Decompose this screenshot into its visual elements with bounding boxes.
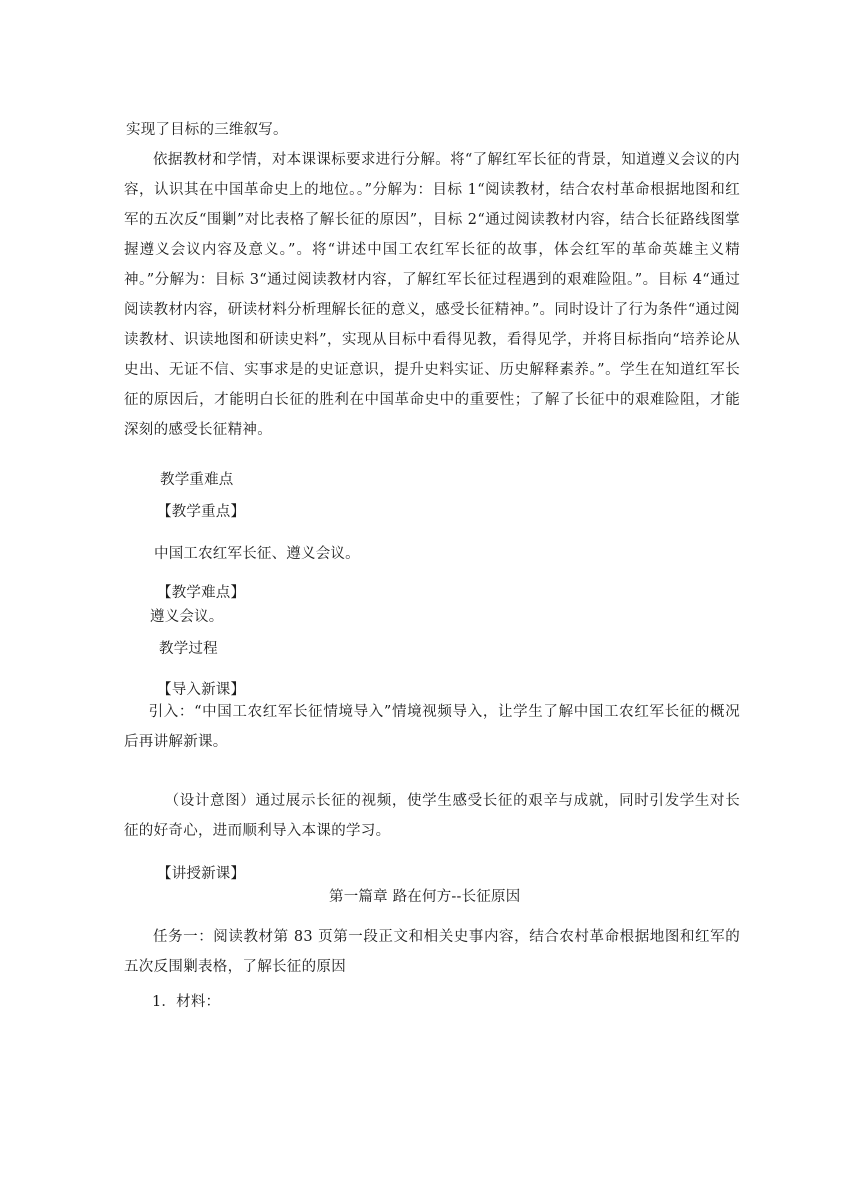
design-intent-paragraph: （设计意图）通过展示长征的视频，使学生感受长征的艰辛与成就，同时引发学生对长征的好奇心，进而顺利导入本课的学习。 (124, 793, 740, 839)
label-key-points: 【教学重点】 (157, 504, 246, 520)
continuation-line: 实现了目标的三维叙写。 (126, 122, 288, 138)
difficult-points-text: 遵义会议。 (150, 609, 224, 625)
key-points-text: 中国工农红军长征、遵义会议。 (154, 546, 360, 562)
task-one-paragraph: 任务一：阅读教材第 83 页第一段正文和相关史事内容，结合农村革命根据地图和红军的五次反围剿表格，了解长征的原因 (124, 929, 740, 975)
heading-key-difficult: 教学重难点 (160, 472, 234, 488)
chapter-title: 第一篇章 路在何方--长征原因 (329, 889, 521, 905)
intro-paragraph: 引入：“中国工农红军长征情境导入”情境视频导入，让学生了解中国工农红军长征的概况后再讲解新课。 (124, 704, 740, 750)
material-label: 1．材料： (152, 994, 221, 1010)
heading-process: 教学过程 (159, 641, 218, 657)
label-new-lesson: 【讲授新课】 (157, 866, 246, 882)
label-intro: 【导入新课】 (157, 682, 246, 698)
analysis-paragraph: 依据教材和学情，对本课课标要求进行分解。将“了解红军长征的背景，知道遵义会议的内容，认识其在中国革命史上的地位。。”分解为：目标 1“阅读教材，结合农村革命根据地图和红军的五次反“围剿”对比表格了解长征的原因”，目标 2“通过阅读教材内容，结合长征路线图掌握遵义会议内容及意义。”。将“讲述中国工农红军长征的故事，体会红军的革命英雄主义精神。”分解为：目标 3“通过阅读教材内容，了解红军长征过程遇到的艰难险阻。”。目标 4“通过阅读教材内容，研读材料分析理解长征的意义，感受长征精神。”。同时设计了行为条件“通过阅读教材、识读地图和研读史料”，实现从目标中看得见教，看得见学，并将目标指向“培养论从史出、无证不信、实事求是的史证意识，提升史料实证、历史解释素养。”。学生在知道红军长征的原因后，才能明白长征的胜利在中国革命史中的重要性；了解了长征中的艰难险阻，才能深刻的感受长征精神。 (124, 152, 740, 438)
label-difficult-points: 【教学难点】 (157, 585, 246, 601)
